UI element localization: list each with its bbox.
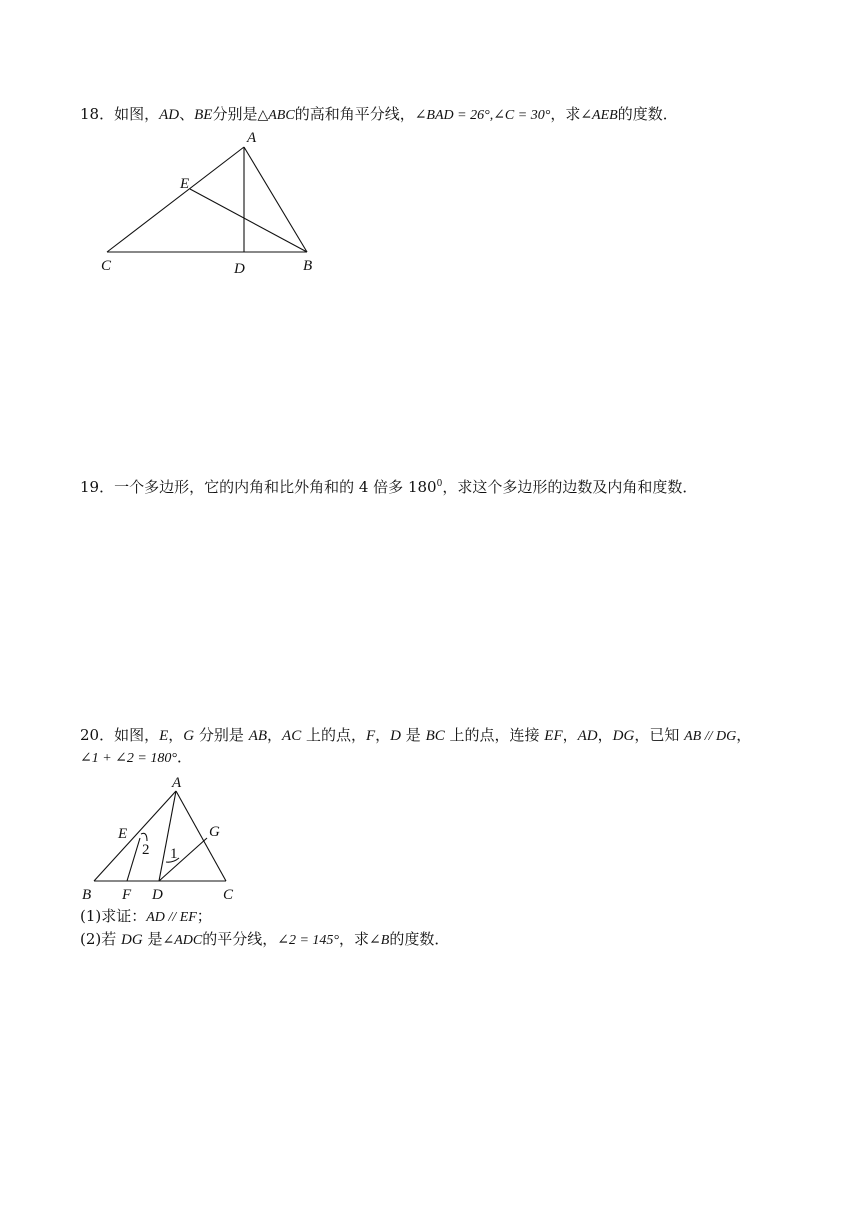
q19-number: 19 <box>80 478 100 496</box>
q20-angle-mark-2 <box>141 833 147 841</box>
q20-statement: 20．如图，E，G 分别是 AB，AC 上的点，F，D 是 BC 上的点，连接 EF，AD，DG，已知 AB // DG， <box>80 726 752 744</box>
q18-label-c: C <box>101 258 112 274</box>
q20-side-ba <box>94 791 176 881</box>
q20-label-b: B <box>82 887 92 903</box>
q18-statement: 18．如图，AD、BE分别是△ABC的高和角平分线，∠BAD = 26°,∠C = 30°，求∠AEB的度数． <box>80 105 678 123</box>
q20-segment-ef <box>127 838 140 881</box>
q18-label-d: D <box>234 261 245 277</box>
q19-statement: 19．一个多边形，它的内角和比外角和的 4 倍多 $180^0$，求这个多边形的边数及内角和度数． <box>80 478 698 496</box>
q20-label-a: A <box>172 775 182 791</box>
q18-label-a: A <box>247 130 257 146</box>
q20-part2: (2)若 DG 是∠ADC的平分线，∠2 = 145°，求∠B的度数． <box>80 930 450 948</box>
q20-label-g: G <box>209 824 220 840</box>
q20-number: 20 <box>80 726 100 744</box>
q18-label-e: E <box>180 176 190 192</box>
q20-part1: (1)求证：AD // EF； <box>80 907 212 925</box>
q20-given-angle-sum: ∠1 + ∠2 = 180°． <box>80 748 192 766</box>
q20-label-2: 2 <box>142 842 150 858</box>
q20-label-1: 1 <box>170 846 178 862</box>
q18-number: 18 <box>80 105 100 123</box>
q18-label-b: B <box>303 258 313 274</box>
q20-label-f: F <box>122 887 132 903</box>
q18-given-angles: ∠BAD = 26°,∠C = 30° <box>414 108 551 123</box>
q20-label-c: C <box>223 887 234 903</box>
q20-label-d: D <box>152 887 163 903</box>
q20-label-e: E <box>118 826 128 842</box>
